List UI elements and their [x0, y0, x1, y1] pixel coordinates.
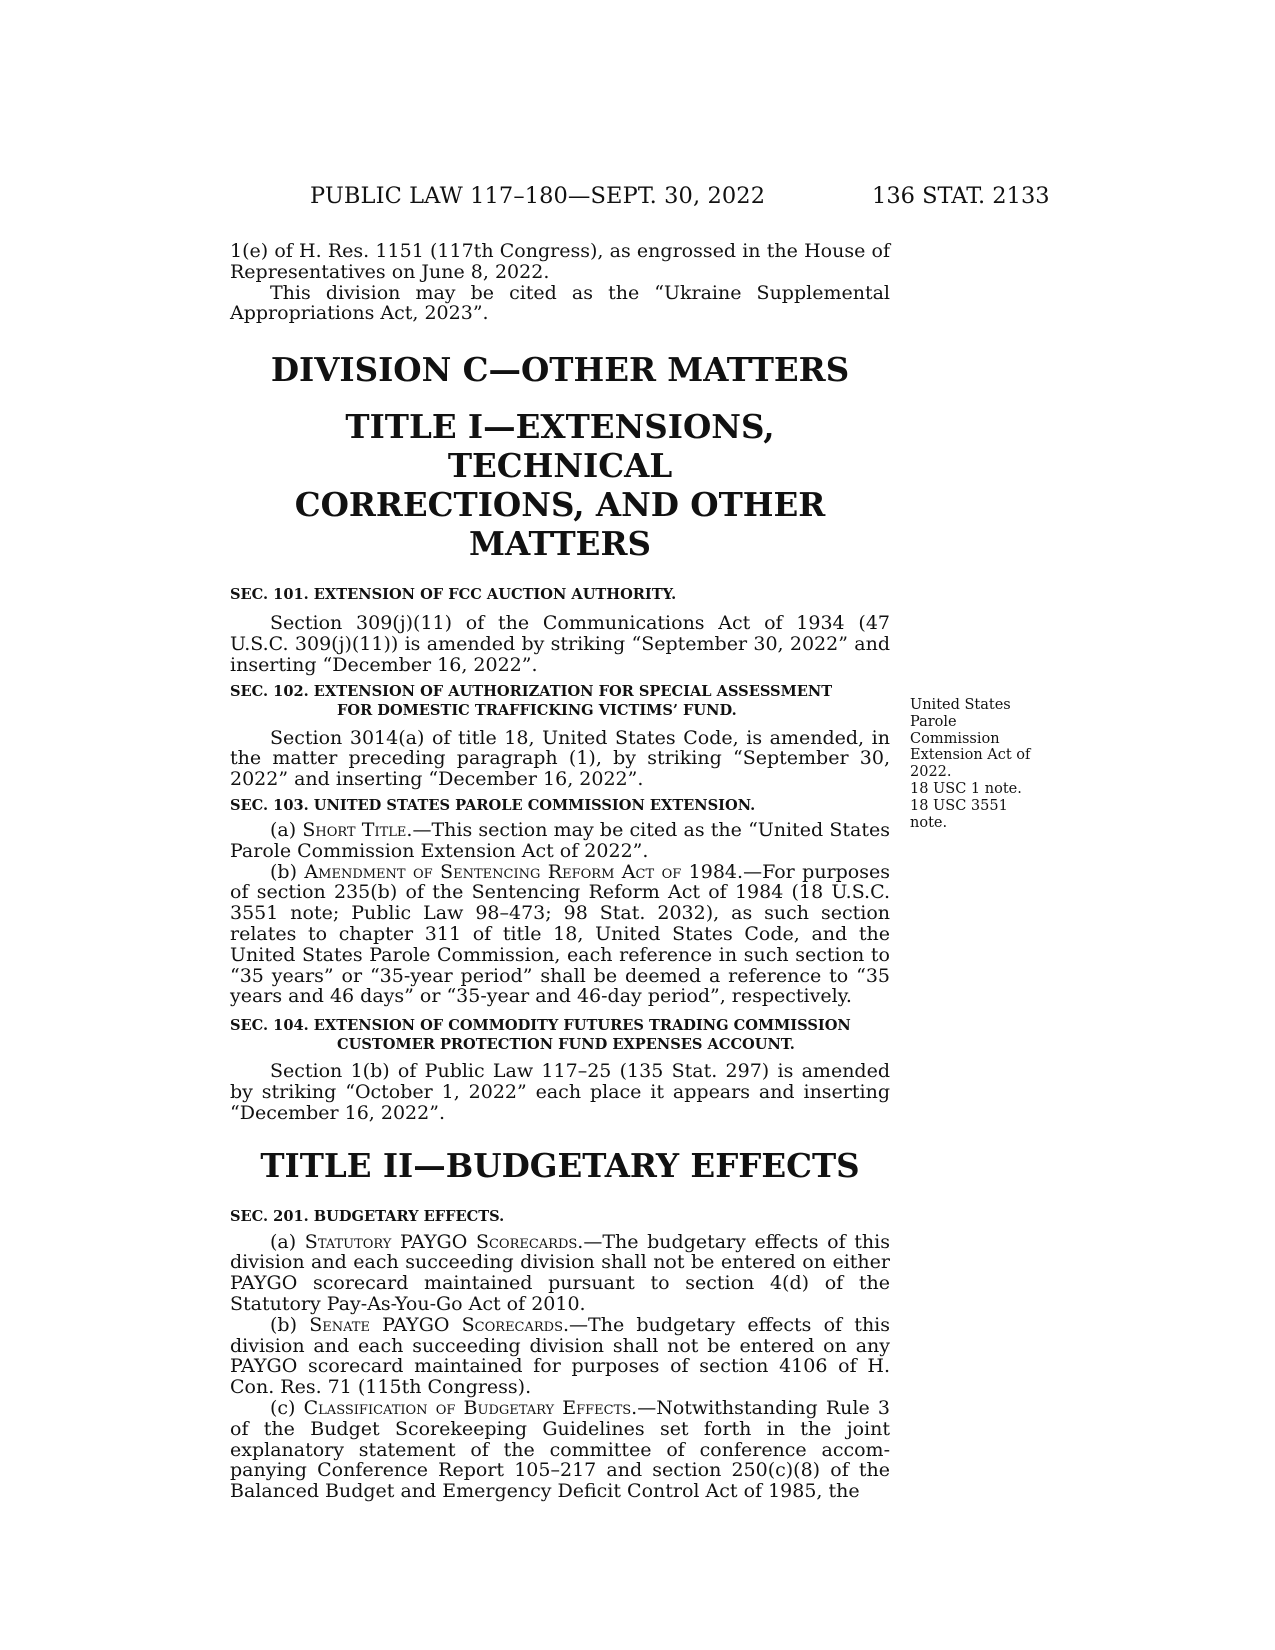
sec-103-a-caption: Short Title [302, 818, 407, 841]
sec-102-text: Section 3014(a) of title 18, United States Code, is amended, in the matter preceding paragraph (1), by striking “September 30, 2022” and inserting “December 16, 2022”. [230, 726, 890, 791]
sec-102-heading [230, 682, 890, 720]
sec-104-heading [230, 1016, 890, 1054]
sec-201-subsection-b [230, 1315, 890, 1398]
title-1-heading-line-1: TITLE I—EXTENSIONS, TECHNICAL [345, 407, 775, 486]
title-2-heading: TITLE II—BUDGETARY EFFECTS [260, 1145, 860, 1185]
sec-201-b-label: (b) [270, 1313, 310, 1336]
sec-201-heading: SEC. 201. BUDGETARY EFFECTS. [230, 1207, 505, 1225]
sec-201-c-text: .—Notwithstanding Rule 3 of the Budget Scorekeeping Guidelines set forth in the joint explanatory statement of the committee of conference accompanying Conference Report 105–217 and section 250(c)(8) of the Balanced Budget and Emergency Deficit Control Act of 1985, the [230, 1396, 890, 1503]
sec-201-c-label: (c) [270, 1396, 304, 1419]
intro-paragraph-2: This division may be cited as the “Ukraine Supplemental Appropriations Act, 2023”. [230, 281, 890, 325]
margin-note-line: Extension Act of [910, 747, 1031, 764]
sec-201-subsection-c [230, 1398, 890, 1502]
margin-note-sec-103 [910, 697, 1060, 831]
margin-note-line: United States [910, 697, 1011, 713]
running-header-stat-page: 136 STAT. 2133 [872, 183, 1050, 209]
sec-201-subsection-a [230, 1232, 890, 1315]
sec-102-heading-line-1: SEC. 102. EXTENSION OF AUTHORIZATION FOR SPECIAL ASSESSMENT [230, 682, 833, 700]
sec-102-heading-line-2: FOR DOMESTIC TRAFFICKING VICTIMS’ FUND. [337, 701, 737, 719]
sec-201-a-text: .—The budgetary effects of this division and each succeeding division shall not be entered on either PAYGO scorecard maintained pursuant to section 4(d) of the Statutory Pay-As-You-Go Act of 2010. [230, 1230, 890, 1315]
running-header-law: PUBLIC LAW 117–180—SEPT. 30, 2022 [310, 183, 766, 209]
sec-201-a-caption: Statutory PAYGO Scorecards [304, 1230, 578, 1253]
margin-note-line: note. [910, 814, 948, 831]
sec-104-text: Section 1(b) of Public Law 117–25 (135 Stat. 297) is amended by striking “October 1, 2022” each place it appears and inserting “December 16, 2022”. [230, 1060, 890, 1124]
sec-201-b-text: .—The budgetary effects of this division and each succeeding division shall not be entered on any PAYGO scorecard maintained for purposes of section 4106 of H. Con. Res. 71 (115th Congress). [230, 1313, 891, 1399]
intro-paragraph-1: 1(e) of H. Res. 1151 (117th Congress), as engrossed in the House of Representatives on June 8, 2022. [230, 240, 890, 283]
sec-103-subsection-a [230, 820, 890, 862]
sec-201-c-caption: Classification of Budgetary Effects [303, 1396, 632, 1419]
sec-103-b-text: .—For purposes of section 235(b) of the Sentencing Reform Act of 1984 (18 U.S.C. 3551 note; Public Law 98–473; 98 Stat. 2032), as such section relates to chapter 311 of title 18, United States Code, and the United States Parole Commission, each reference in such section to “35 years” or “35-year period” shall be deemed a reference to “35 years and 46 days” or “35-year and 46-day period”, respectively. [230, 860, 890, 1008]
sec-103-heading: SEC. 103. UNITED STATES PAROLE COMMISSION EXTENSION. [230, 796, 756, 814]
sec-104-heading-line-2: CUSTOMER PROTECTION FUND EXPENSES ACCOUNT. [337, 1036, 795, 1054]
main-text [230, 241, 890, 1502]
division-title: DIVISION C—OTHER MATTERS [270, 350, 850, 390]
sec-101-text: Section 309(j)(11) of the Communications Act of 1934 (47 U.S.C. 309(j)(11)) is amended by striking “September 30, 2022” and inserting “December 16, 2022”. [230, 612, 890, 676]
sec-101-heading: SEC. 101. EXTENSION OF FCC AUCTION AUTHORITY. [230, 586, 677, 604]
sec-103-a-label: (a) [270, 818, 303, 841]
sec-103-subsection-b [230, 862, 890, 1008]
title-1-heading-line-2: CORRECTIONS, AND OTHER MATTERS [294, 485, 826, 564]
margin-note-line: 18 USC 1 note. [910, 780, 1022, 797]
margin-note-line: 2022. [910, 764, 952, 781]
title-1-heading [230, 407, 890, 563]
sec-201-a-label: (a) [270, 1230, 305, 1253]
margin-note-line: Commission [910, 730, 1000, 747]
sec-103-a-text: .—This section may be cited as the “United States Parole Commission Extension Act of 2022”. [230, 818, 890, 862]
sec-201-b-caption: Senate PAYGO Scorecards [309, 1313, 564, 1336]
margin-note-line: 18 USC 3551 [910, 797, 1008, 814]
sec-103-b-caption: Amendment of Sentencing Reform Act of 1984 [304, 860, 738, 883]
sec-104-heading-line-1: SEC. 104. EXTENSION OF COMMODITY FUTURES TRADING COMMISSION [230, 1017, 851, 1035]
margin-note-line: Parole [910, 713, 957, 730]
sec-103-b-label: (b) [270, 860, 305, 883]
